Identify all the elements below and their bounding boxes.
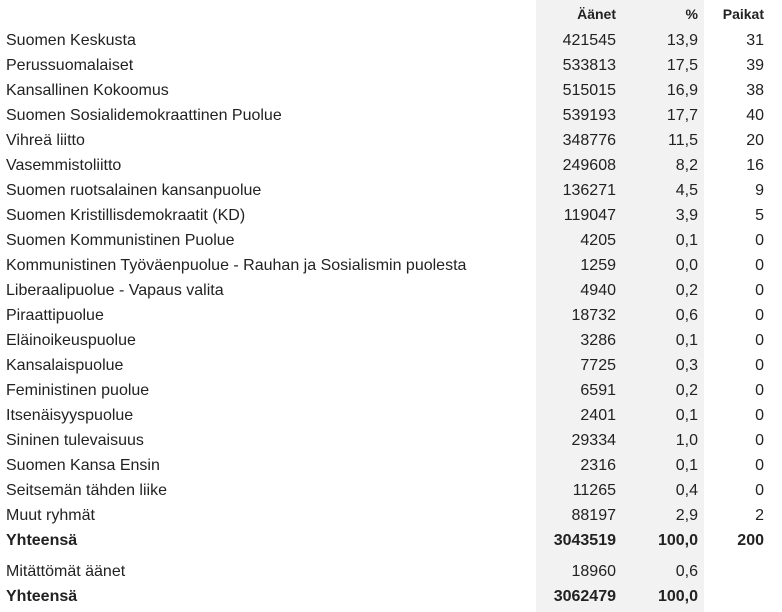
party-name: Muut ryhmät — [6, 507, 95, 524]
party-percent: 17,5 — [666, 57, 698, 74]
party-votes: 7725 — [580, 357, 616, 374]
party-name: Suomen Kansa Ensin — [6, 457, 160, 474]
table-row — [0, 228, 770, 253]
party-votes: 348776 — [562, 132, 616, 149]
table-row — [0, 78, 770, 103]
party-name: Sininen tulevaisuus — [6, 432, 144, 449]
party-name: Suomen Kristillisdemokraatit (KD) — [6, 207, 246, 224]
party-percent: 0,1 — [675, 232, 698, 249]
party-seats: 16 — [746, 157, 764, 174]
party-name: Kansallinen Kokoomus — [6, 82, 169, 99]
table-row — [0, 178, 770, 203]
party-name: Eläinoikeuspuolue — [6, 332, 136, 349]
party-name: Feministinen puolue — [6, 382, 150, 399]
table-row — [0, 403, 770, 428]
party-seats: 0 — [755, 432, 764, 449]
party-name: Vasemmistoliitto — [6, 157, 122, 174]
party-votes: 88197 — [571, 507, 616, 524]
percent-header: % — [685, 6, 698, 22]
invalid-percent: 0,6 — [675, 563, 698, 580]
party-votes: 29334 — [571, 432, 616, 449]
party-percent: 13,9 — [666, 32, 698, 49]
grand-total-percent: 100,0 — [657, 588, 698, 605]
party-votes: 4940 — [580, 282, 616, 299]
party-seats: 31 — [746, 32, 764, 49]
grand-total-label: Yhteensä — [6, 588, 78, 605]
party-percent: 3,9 — [675, 207, 698, 224]
table-row — [0, 353, 770, 378]
header-row — [0, 0, 770, 28]
party-percent: 8,2 — [675, 157, 698, 174]
party-votes: 1259 — [580, 257, 616, 274]
table-row — [0, 478, 770, 503]
party-votes: 18732 — [571, 307, 616, 324]
invalid-votes: 18960 — [571, 563, 616, 580]
party-votes: 539193 — [562, 107, 616, 124]
table-row — [0, 378, 770, 403]
party-name: Piraattipuolue — [6, 307, 104, 324]
table-row — [0, 503, 770, 528]
party-name: Seitsemän tähden liike — [6, 482, 167, 499]
party-votes: 2401 — [580, 407, 616, 424]
total-percent: 100,0 — [657, 532, 698, 549]
party-seats: 0 — [755, 357, 764, 374]
party-percent: 0,0 — [675, 257, 698, 274]
party-seats: 5 — [755, 207, 764, 224]
party-percent: 0,1 — [675, 332, 698, 349]
total-votes: 3043519 — [553, 532, 616, 549]
party-name: Suomen Sosialidemokraattinen Puolue — [6, 107, 282, 124]
party-percent: 4,5 — [675, 182, 698, 199]
party-name: Kommunistinen Työväenpuolue - Rauhan ja Sosialismin puolesta — [6, 257, 467, 274]
table-row — [0, 203, 770, 228]
party-seats: 0 — [755, 232, 764, 249]
party-votes: 4205 — [580, 232, 616, 249]
party-percent: 17,7 — [666, 107, 698, 124]
party-seats: 0 — [755, 282, 764, 299]
invalid-seats — [704, 559, 770, 584]
party-votes: 421545 — [562, 32, 616, 49]
table-row — [0, 128, 770, 153]
party-percent: 0,6 — [675, 307, 698, 324]
party-votes: 3286 — [580, 332, 616, 349]
party-seats: 0 — [755, 332, 764, 349]
party-votes: 119047 — [563, 207, 616, 224]
party-seats: 0 — [755, 382, 764, 399]
party-name: Perussuomalaiset — [6, 57, 134, 74]
table-row — [0, 153, 770, 178]
party-votes: 136271 — [562, 182, 616, 199]
table-row — [0, 453, 770, 478]
party-percent: 0,4 — [675, 482, 698, 499]
party-name: Suomen Kommunistinen Puolue — [6, 232, 235, 249]
seats-header: Paikat — [722, 6, 764, 22]
table-row — [0, 28, 770, 53]
party-name: Kansalaispuolue — [6, 357, 124, 374]
grand-total-seats — [704, 584, 770, 609]
party-name: Itsenäisyyspuolue — [6, 407, 134, 424]
table-row — [0, 53, 770, 78]
votes-header: Äänet — [577, 6, 616, 22]
party-percent: 1,0 — [675, 432, 698, 449]
party-seats: 0 — [755, 307, 764, 324]
total-label: Yhteensä — [6, 532, 78, 549]
party-percent: 0,2 — [675, 382, 698, 399]
party-seats: 38 — [746, 82, 764, 99]
table-row — [0, 253, 770, 278]
party-name: Liberaalipuolue - Vapaus valita — [6, 282, 224, 299]
party-percent: 0,1 — [675, 457, 698, 474]
party-seats: 39 — [746, 57, 764, 74]
table-row — [0, 428, 770, 453]
party-percent: 16,9 — [666, 82, 698, 99]
party-seats: 20 — [746, 132, 764, 149]
party-header — [0, 0, 536, 28]
party-percent: 11,5 — [668, 132, 698, 149]
total-seats: 200 — [737, 532, 764, 549]
party-votes: 2316 — [580, 457, 616, 474]
party-percent: 0,2 — [675, 282, 698, 299]
party-votes: 515015 — [562, 82, 616, 99]
party-seats: 9 — [755, 182, 764, 199]
table-row — [0, 278, 770, 303]
party-name: Vihreä liitto — [6, 132, 85, 149]
party-percent: 0,3 — [675, 357, 698, 374]
invalid-votes-row — [0, 559, 770, 584]
party-seats: 2 — [755, 507, 764, 524]
party-votes: 6591 — [580, 382, 616, 399]
total-row — [0, 528, 770, 553]
table-row — [0, 103, 770, 128]
party-seats: 0 — [755, 257, 764, 274]
party-seats: 0 — [755, 407, 764, 424]
party-name: Suomen Keskusta — [6, 32, 136, 49]
party-votes: 533813 — [562, 57, 616, 74]
party-percent: 2,9 — [675, 507, 698, 524]
party-votes: 11265 — [572, 482, 616, 499]
table-row — [0, 303, 770, 328]
party-percent: 0,1 — [675, 407, 698, 424]
table-row — [0, 328, 770, 353]
grand-total-votes: 3062479 — [553, 588, 616, 605]
party-seats: 40 — [746, 107, 764, 124]
party-seats: 0 — [755, 482, 764, 499]
party-votes: 249608 — [562, 157, 616, 174]
grand-total-row — [0, 584, 770, 609]
party-seats: 0 — [755, 457, 764, 474]
party-rows — [0, 28, 770, 528]
party-name: Suomen ruotsalainen kansanpuolue — [6, 182, 262, 199]
invalid-label: Mitättömät äänet — [6, 563, 126, 580]
